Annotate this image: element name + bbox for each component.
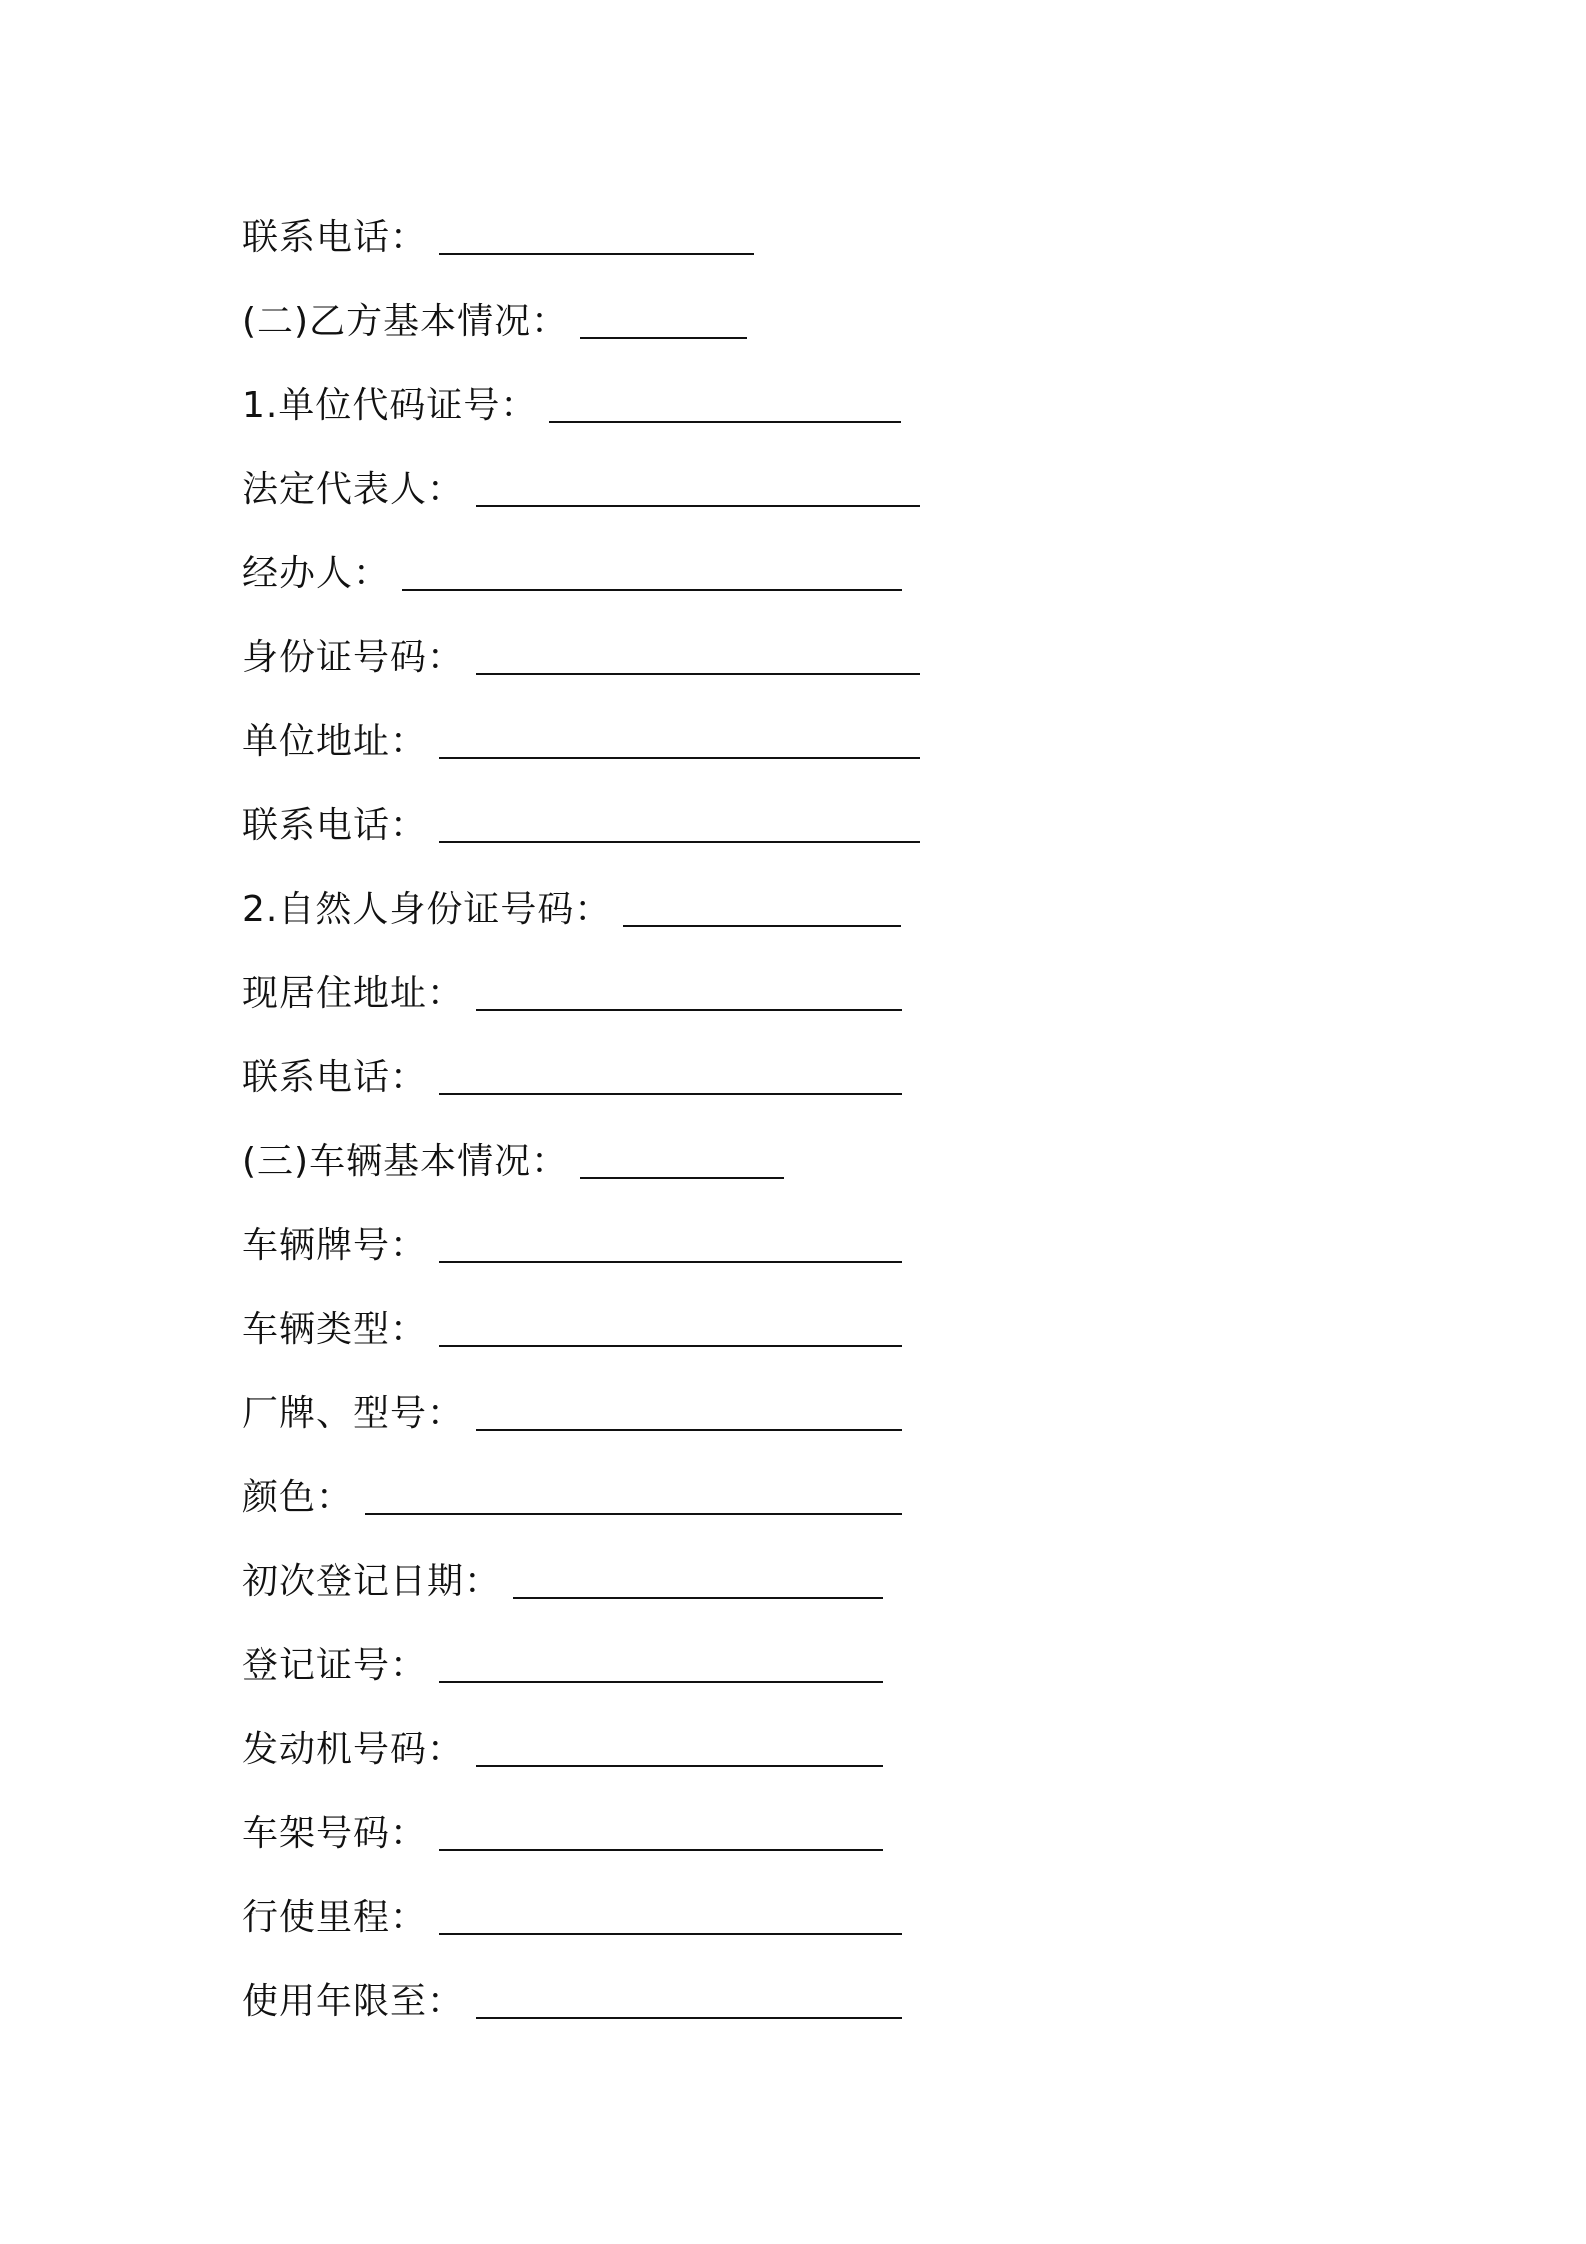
field-label: 厂牌、型号：: [242, 1393, 465, 1434]
fill-in-blank: [439, 1893, 902, 1935]
field-label: 现居住地址：: [242, 973, 465, 1014]
fill-in-blank: [439, 213, 754, 255]
field-label: 车辆牌号：: [242, 1225, 428, 1266]
fill-in-blank: [402, 549, 902, 591]
form-row: [242, 1960, 1342, 2044]
vehicle-transfer-form: [242, 196, 1342, 2044]
field-label: 登记证号：: [242, 1645, 428, 1686]
field-label: 联系电话：: [242, 1057, 428, 1098]
form-row: [242, 1540, 1342, 1624]
form-row: [242, 952, 1342, 1036]
fill-in-blank: [580, 1137, 784, 1179]
form-row: [242, 1036, 1342, 1120]
field-label: 身份证号码：: [242, 637, 465, 678]
form-row: [242, 1624, 1342, 1708]
form-row: [242, 280, 1342, 364]
field-label: 车架号码：: [242, 1813, 428, 1854]
form-row: [242, 1372, 1342, 1456]
field-label: 使用年限至：: [242, 1981, 465, 2022]
field-label: 联系电话：: [242, 805, 428, 846]
fill-in-blank: [439, 1809, 883, 1851]
field-label: 车辆类型：: [242, 1309, 428, 1350]
form-row: [242, 1876, 1342, 1960]
field-label: 初次登记日期：: [242, 1561, 502, 1602]
fill-in-blank: [623, 885, 901, 927]
field-label: (二)乙方基本情况：: [242, 301, 569, 342]
fill-in-blank: [476, 969, 902, 1011]
fill-in-blank: [513, 1557, 883, 1599]
form-row: [242, 1204, 1342, 1288]
form-row: [242, 196, 1342, 280]
form-row: [242, 784, 1342, 868]
fill-in-blank: [439, 717, 920, 759]
field-label: 行使里程：: [242, 1897, 428, 1938]
field-label: 发动机号码：: [242, 1729, 465, 1770]
fill-in-blank: [439, 1053, 902, 1095]
fill-in-blank: [439, 1641, 883, 1683]
field-label: 联系电话：: [242, 217, 428, 258]
form-row: [242, 364, 1342, 448]
field-label: 2.自然人身份证号码：: [242, 889, 612, 930]
field-label: (三)车辆基本情况：: [242, 1141, 569, 1182]
form-row: [242, 616, 1342, 700]
fill-in-blank: [476, 1977, 902, 2019]
field-label: 单位地址：: [242, 721, 428, 762]
form-row: [242, 448, 1342, 532]
form-row: [242, 700, 1342, 784]
fill-in-blank: [549, 381, 901, 423]
form-row: [242, 532, 1342, 616]
form-row: [242, 1792, 1342, 1876]
form-row: [242, 1120, 1342, 1204]
fill-in-blank: [439, 801, 920, 843]
form-row: [242, 1708, 1342, 1792]
form-row: [242, 1456, 1342, 1540]
fill-in-blank: [580, 297, 747, 339]
field-label: 颜色：: [242, 1477, 354, 1518]
fill-in-blank: [365, 1473, 902, 1515]
fill-in-blank: [439, 1221, 902, 1263]
field-label: 经办人：: [242, 553, 391, 594]
field-label: 法定代表人：: [242, 469, 465, 510]
form-row: [242, 1288, 1342, 1372]
field-label: 1.单位代码证号：: [242, 385, 538, 426]
fill-in-blank: [476, 1389, 902, 1431]
form-row: [242, 868, 1342, 952]
fill-in-blank: [476, 465, 920, 507]
fill-in-blank: [476, 633, 920, 675]
fill-in-blank: [439, 1305, 902, 1347]
fill-in-blank: [476, 1725, 883, 1767]
